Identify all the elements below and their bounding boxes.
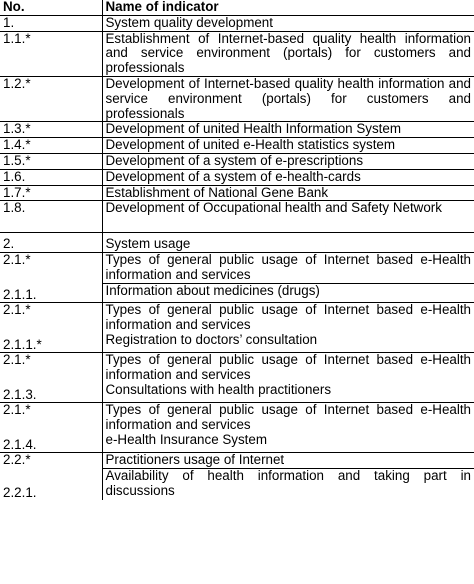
- cell-no: 1.7.*: [0, 185, 102, 201]
- column-header-no: No.: [0, 0, 102, 15]
- table-row: [0, 253, 474, 284]
- table-header-row: [0, 0, 474, 15]
- cell-no: 1.1.*: [0, 31, 102, 76]
- cell-no: 2.2.1.: [0, 469, 102, 500]
- cell-name: Establishment of Internet-based quality health information and service environment (portals) for customers and professionals: [102, 31, 474, 76]
- cell-no: 2.: [0, 233, 102, 253]
- table-row: [0, 31, 474, 76]
- table-row: [0, 469, 474, 500]
- cell-no: 1.6.: [0, 169, 102, 185]
- cell-no: 2.1.3.: [0, 383, 102, 403]
- cell-no: 2.1.*: [0, 353, 102, 384]
- cell-name: Types of general public usage of Internet based e-Health information and services: [102, 253, 474, 284]
- table-row: [0, 233, 474, 253]
- table-row: [0, 303, 474, 334]
- cell-name: Registration to doctors’ consultation: [102, 333, 474, 353]
- table-row: [0, 283, 474, 303]
- table-row: [0, 122, 474, 138]
- table-row: [0, 153, 474, 169]
- cell-name: Development of united Health Information System: [102, 122, 474, 138]
- cell-no: 1.: [0, 15, 102, 31]
- cell-name: Availability of health information and taking part in discussions: [102, 469, 474, 500]
- cell-name: Practitioners usage of Internet: [102, 453, 474, 469]
- cell-name: Types of general public usage of Internet based e-Health information and services: [102, 403, 474, 434]
- cell-name: Development of Internet-based quality health information and service environment (portals) for customers and professionals: [102, 76, 474, 121]
- table-row: [0, 383, 474, 403]
- table-row: [0, 433, 474, 453]
- cell-name: System quality development: [102, 15, 474, 31]
- cell-no: 1.3.*: [0, 122, 102, 138]
- cell-name: Consultations with health practitioners: [102, 383, 474, 403]
- cell-name: Development of Occupational health and Safety Network: [102, 201, 474, 233]
- cell-name: e-Health Insurance System: [102, 433, 474, 453]
- cell-name: Information about medicines (drugs): [102, 283, 474, 303]
- column-header-name: Name of indicator: [102, 0, 474, 15]
- cell-no: 1.4.*: [0, 138, 102, 154]
- table-row: [0, 185, 474, 201]
- table-row: [0, 169, 474, 185]
- cell-name: Types of general public usage of Internet based e-Health information and services: [102, 353, 474, 384]
- table-row: [0, 201, 474, 233]
- table-row: [0, 138, 474, 154]
- cell-name: Establishment of National Gene Bank: [102, 185, 474, 201]
- cell-no: 2.1.*: [0, 253, 102, 284]
- table-row: [0, 76, 474, 121]
- table-row: [0, 453, 474, 469]
- cell-name: System usage: [102, 233, 474, 253]
- cell-no: 2.1.1.: [0, 283, 102, 303]
- cell-no: 1.5.*: [0, 153, 102, 169]
- cell-name: Development of a system of e-prescriptions: [102, 153, 474, 169]
- table-row: [0, 15, 474, 31]
- cell-no: 2.2.*: [0, 453, 102, 469]
- cell-no: 2.1.*: [0, 303, 102, 334]
- table-row: [0, 333, 474, 353]
- cell-name: Development of a system of e-health-cards: [102, 169, 474, 185]
- table-row: [0, 403, 474, 434]
- cell-no: 1.2.*: [0, 76, 102, 121]
- cell-no: 2.1.4.: [0, 433, 102, 453]
- cell-no: 2.1.1.*: [0, 333, 102, 353]
- cell-no: 1.8.: [0, 201, 102, 233]
- cell-name: Types of general public usage of Internet based e-Health information and services: [102, 303, 474, 334]
- cell-no: 2.1.*: [0, 403, 102, 434]
- cell-name: Development of united e-Health statistics system: [102, 138, 474, 154]
- table-row: [0, 353, 474, 384]
